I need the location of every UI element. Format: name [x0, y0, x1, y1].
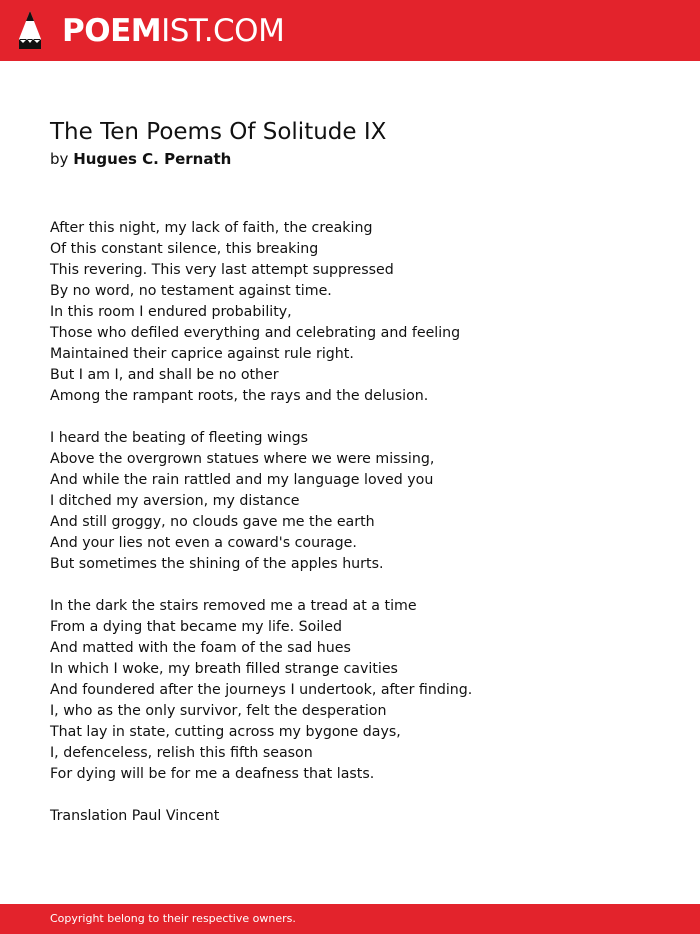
stanza [50, 428, 650, 575]
poem-line: I, defenceless, relish this fifth season [50, 745, 313, 761]
poem-line: In this room I endured probability, [50, 304, 292, 320]
poem-line: I heard the beating of fleeting wings [50, 430, 308, 446]
poem-line: That lay in state, cutting across my bygone days, [50, 724, 401, 740]
poem-author: Hugues C. Pernath [73, 150, 232, 168]
poem-line: Maintained their caprice against rule right. [50, 346, 354, 362]
poem-line: And your lies not even a coward's courage. [50, 535, 357, 551]
by-label: by [50, 150, 69, 168]
poem-line: By no word, no testament against time. [50, 283, 332, 299]
poem-line: But I am I, and shall be no other [50, 367, 279, 383]
copyright-text: Copyright belong to their respective owners. [50, 912, 296, 925]
poem-line: In the dark the stairs removed me a tread at a time [50, 598, 417, 614]
stanza [50, 596, 650, 785]
poem-line: I, who as the only survivor, felt the desperation [50, 703, 387, 719]
site-logo[interactable] [62, 11, 284, 51]
logo-text-light: IST.COM [161, 13, 285, 49]
poem-line: From a dying that became my life. Soiled [50, 619, 342, 635]
poem-line: In which I woke, my breath filled strange cavities [50, 661, 398, 677]
poem-line: And foundered after the journeys I undertook, after finding. [50, 682, 473, 698]
poem-line: For dying will be for me a deafness that lasts. [50, 766, 375, 782]
poem-line: Among the rampant roots, the rays and the delusion. [50, 388, 429, 404]
poem-body [50, 218, 650, 827]
poem-line: And matted with the foam of the sad hues [50, 640, 351, 656]
stanza [50, 218, 650, 407]
poem-line: And while the rain rattled and my language loved you [50, 472, 434, 488]
pencil-tip-icon [17, 9, 43, 51]
poem-line: Above the overgrown statues where we were missing, [50, 451, 435, 467]
poem-line: But sometimes the shining of the apples hurts. [50, 556, 384, 572]
poem-line: And still groggy, no clouds gave me the earth [50, 514, 375, 530]
translation-note: Translation Paul Vincent [50, 808, 220, 824]
site-footer [0, 904, 700, 934]
poem-line: Of this constant silence, this breaking [50, 241, 319, 257]
logo-text-bold: POEM [62, 13, 162, 49]
poem-line: After this night, my lack of faith, the creaking [50, 220, 373, 236]
site-header [0, 0, 700, 61]
poem-line: Those who defiled everything and celebrating and feeling [50, 325, 461, 341]
poem-line: I ditched my aversion, my distance [50, 493, 300, 509]
poem-title: The Ten Poems Of Solitude IX [50, 119, 387, 145]
poem-line: This revering. This very last attempt suppressed [50, 262, 394, 278]
poem-byline [50, 148, 231, 170]
